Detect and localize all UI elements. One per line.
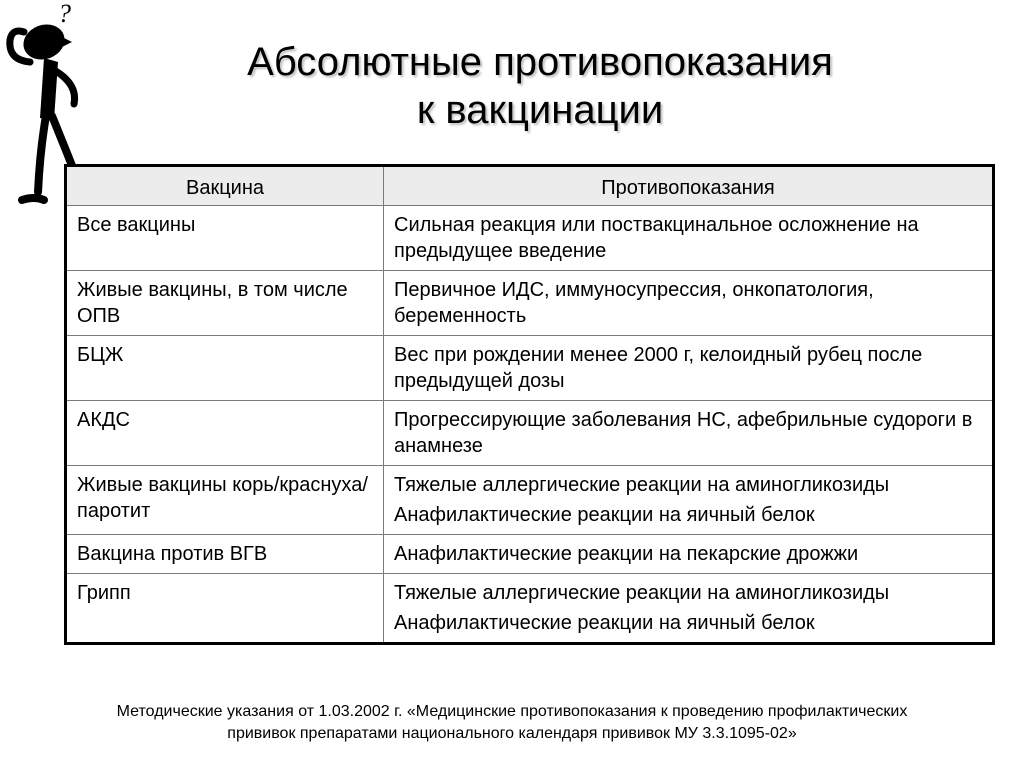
vaccine-cell: Грипп bbox=[66, 574, 384, 644]
vaccine-cell: БЦЖ bbox=[66, 336, 384, 401]
vaccine-cell: Живые вакцины, в том числе ОПВ bbox=[66, 271, 384, 336]
contra-text: Вес при рождении менее 2000 г, келоидный рубец после предыдущей дозы bbox=[394, 344, 923, 392]
table-row bbox=[66, 271, 994, 336]
vaccine-cell: АКДС bbox=[66, 401, 384, 466]
contra-cell bbox=[384, 574, 994, 644]
contra-cell bbox=[384, 466, 994, 535]
header-contraindications: Противопоказания bbox=[384, 166, 994, 206]
table-row bbox=[66, 535, 994, 574]
page-title bbox=[120, 38, 960, 134]
contra-cell bbox=[384, 271, 994, 336]
contra-text: Анафилактические реакции на яичный белок bbox=[394, 612, 815, 634]
footnote-line-1: Методические указания от 1.03.2002 г. «Медицинские противопоказания к проведению профилактических bbox=[116, 703, 908, 720]
contraindications-table bbox=[64, 164, 995, 645]
footnote-line-2: прививок препаратами национального календаря прививок МУ 3.3.1095-02» bbox=[227, 725, 797, 742]
table-row bbox=[66, 401, 994, 466]
table-row bbox=[66, 206, 994, 271]
source-footnote bbox=[40, 701, 984, 745]
vaccine-cell: Живые вакцины корь/краснуха/паротит bbox=[66, 466, 384, 535]
title-line-2: к вакцинации bbox=[416, 88, 664, 132]
contra-text: Анафилактические реакции на пекарские дрожжи bbox=[394, 543, 859, 565]
table-row bbox=[66, 336, 994, 401]
table-header-row bbox=[66, 166, 994, 206]
contra-text: Тяжелые аллергические реакции на аминогликозиды bbox=[394, 474, 890, 496]
contra-cell bbox=[384, 401, 994, 466]
contra-text: Анафилактические реакции на яичный белок bbox=[394, 504, 815, 526]
contra-text: Первичное ИДС, иммуносупрессия, онкопатология, беременность bbox=[394, 279, 874, 327]
table-row bbox=[66, 466, 994, 535]
contra-text: Тяжелые аллергические реакции на аминогликозиды bbox=[394, 582, 890, 604]
vaccine-cell: Все вакцины bbox=[66, 206, 384, 271]
header-vaccine: Вакцина bbox=[66, 166, 384, 206]
contra-text: Прогрессирующие заболевания НС, афебрильные судороги в анамнезе bbox=[394, 409, 973, 457]
title-line-1: Абсолютные противопоказания bbox=[247, 40, 833, 84]
vaccine-cell: Вакцина против ВГВ bbox=[66, 535, 384, 574]
contra-cell bbox=[384, 206, 994, 271]
contra-cell bbox=[384, 336, 994, 401]
contra-text: Сильная реакция или поствакцинальное осложнение на предыдущее введение bbox=[394, 214, 919, 262]
question-mark: ? bbox=[58, 0, 71, 28]
contra-cell bbox=[384, 535, 994, 574]
table-row bbox=[66, 574, 994, 644]
